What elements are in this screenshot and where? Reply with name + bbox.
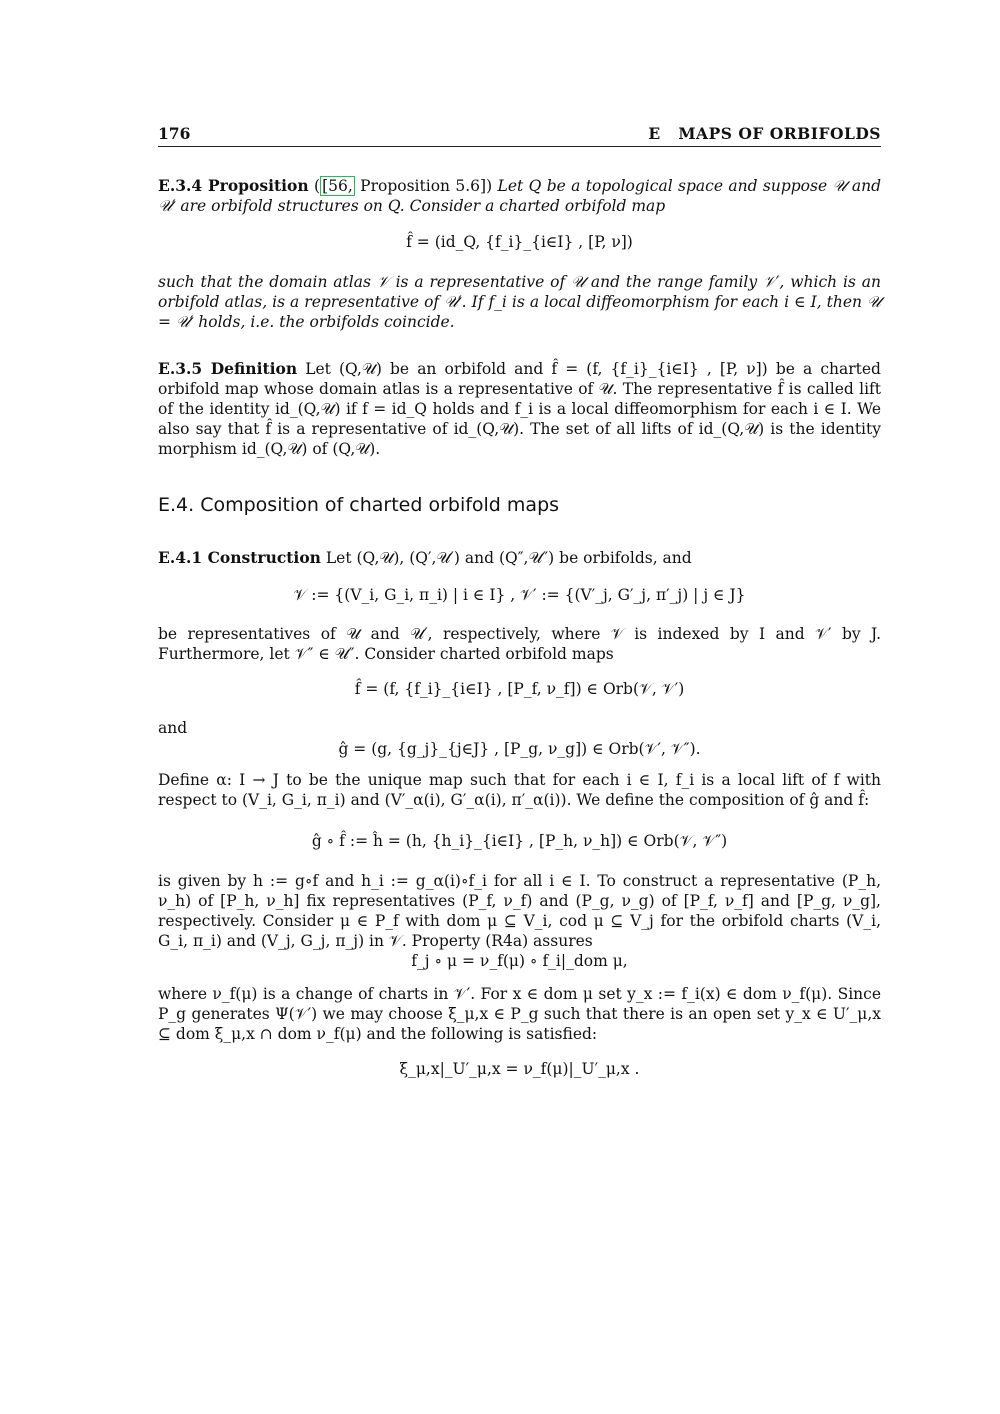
construction-intro: Let (Q,𝒰), (Q′,𝒰′) and (Q″,𝒰″) be orbifolds, and [325,549,692,567]
definition-label: E.3.5 Definition [158,359,298,378]
proposition-statement: Let Q be a topological space and suppose 𝒰 and 𝒰′ are orbifold structures on Q. Consider a charted orbifold map [158,177,881,215]
word-and: and [158,719,188,737]
definition-text: Let (Q,𝒰) be an orbifold and f̂ = (f, {f_i}_{i∈I} , [P, ν]) be a charted orbifold map whose domain atlas is a representative of 𝒰. The representative f̂ is called lift of the identity id_(Q,𝒰) if f = id_Q holds and f_i is a local diffeomorphism for each i ∈ I. We also say that f̂ is a representative of id_(Q,𝒰). The set of all lifts of id_(Q,𝒰) is the identity morphism id_(Q,𝒰) of (Q,𝒰). [158,360,881,458]
proposition-label: E.3.4 Proposition [158,176,309,195]
citation-open: ( [314,177,321,195]
running-header [158,124,881,147]
proposition-e34 [158,176,881,216]
equation-f-hat: f̂ = (id_Q, {f_i}_{i∈I} , [P, ν]) [406,233,633,251]
citation-link[interactable]: [56, [322,177,353,195]
equation-xi: ξ_μ,x|_U′_μ,x = ν_f(μ)|_U′_μ,x . [399,1060,640,1078]
equation-composition: ĝ ∘ f̂ := ĥ = (h, {h_i}_{i∈I} , [P_h, ν_h]) ∈ Orb(𝒱, 𝒱″) [311,832,728,850]
section-heading: E.4. Composition of charted orbifold maps [158,494,560,516]
equation-f-hat-orb: f̂ = (f, {f_i}_{i∈I} , [P_f, ν_f]) ∈ Orb(𝒱, 𝒱′) [354,680,685,698]
construction-text-4: where ν_f(μ) is a change of charts in 𝒱′. For x ∈ dom μ set y_x := f_i(x) ∈ dom ν_f(μ). Since P_g generates Ψ(𝒱′) we may choose ξ_μ,x ∈ P_g such that there is an open set y_x ∈ U′_μ,x ⊆ dom ξ_μ,x ∩ dom ν_f(μ) and the following is satisfied: [158,985,881,1043]
equation-g-hat-orb: ĝ = (g, {g_j}_{j∈J} , [P_g, ν_g]) ∈ Orb(𝒱′, 𝒱″). [338,740,701,758]
citation-rest: Proposition 5.6]) [354,177,493,195]
page-number: 176 [158,124,191,143]
construction-text-2: Define α: I → J to be the unique map such that for each i ∈ I, f_i is a local lift of f with respect to (V_i, G_i, π_i) and (V′_α(i), G′_α(i), π′_α(i)). We define the composition of ĝ and f̂: [158,771,881,809]
chapter-title: E MAPS OF ORBIFOLDS [648,124,881,143]
equation-r4a: f_j ∘ μ = ν_f(μ) ∘ f_i|_dom μ, [411,952,628,970]
construction-text-1: be representatives of 𝒰 and 𝒰′, respectively, where 𝒱 is indexed by I and 𝒱′ by J. Furthermore, let 𝒱″ ∈ 𝒰″. Consider charted orbifold maps [158,625,881,663]
equation-atlases: 𝒱 := {(V_i, G_i, π_i) | i ∈ I} , 𝒱′ := {(V′_j, G′_j, π′_j) | j ∈ J} [293,586,746,604]
construction-e41 [158,548,881,568]
proposition-continuation: such that the domain atlas 𝒱 is a representative of 𝒰 and the range family 𝒱′, which is an orbifold atlas, is a representative of 𝒰′. If f_i is a local diffeomorphism for each i ∈ I, then 𝒰 = 𝒰′ holds, i.e. the orbifolds coincide. [158,273,881,331]
definition-e35 [158,359,881,459]
construction-label: E.4.1 Construction [158,548,321,567]
construction-text-3: is given by h := g∘f and h_i := g_α(i)∘f_i for all i ∈ I. To construct a representative (P_h, ν_h) of [P_h, ν_h] fix representatives (P_f, ν_f) and (P_g, ν_g) of [P_f, ν_f] and [P_g, ν_g], respectively. Consider μ ∈ P_f with dom μ ⊆ V_i, cod μ ⊆ V_j for the orbifold charts (V_i, G_i, π_i) and (V_j, G_j, π_j) in 𝒱. Property (R4a) assures [158,872,881,950]
